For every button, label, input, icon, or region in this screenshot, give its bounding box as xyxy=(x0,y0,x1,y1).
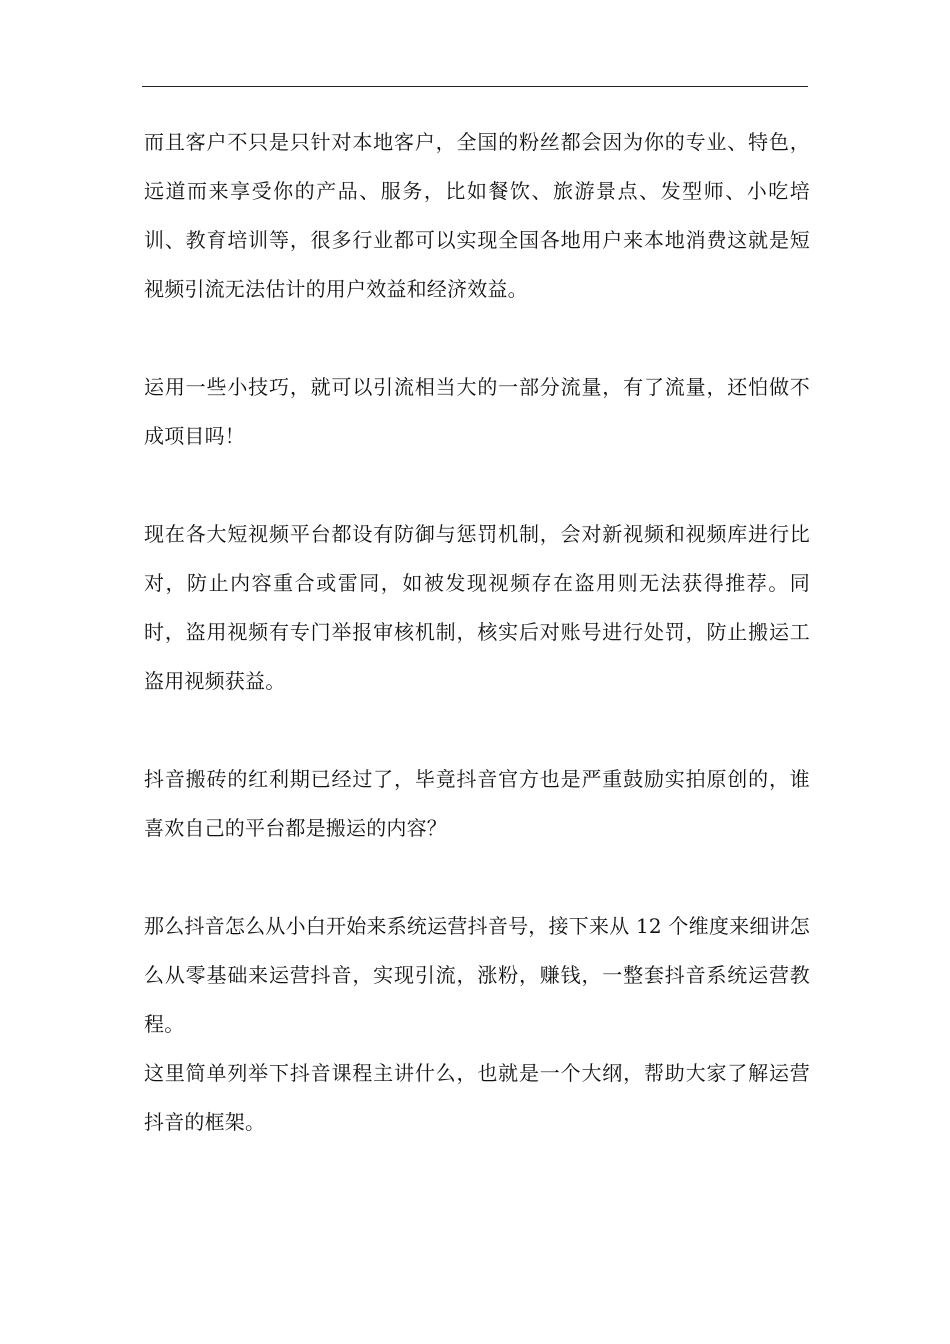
paragraph-3: 现在各大短视频平台都设有防御与惩罚机制，会对新视频和视频库进行比对，防止内容重合或雷同，如被发现视频存在盗用则无法获得推荐。同时，盗用视频有专门举报审核机制，核实后对账号进行处罚，防止搬运工盗用视频获益。 xyxy=(144,522,810,693)
paragraph-4: 抖音搬砖的红利期已经过了，毕竟抖音官方也是严重鼓励实拍原创的，谁喜欢自己的平台都是搬运的内容？ xyxy=(144,767,810,840)
paragraph-2: 运用一些小技巧，就可以引流相当大的一部分流量，有了流量，还怕做不成项目吗！ xyxy=(144,375,810,448)
paragraph-1: 而且客户不只是只针对本地客户，全国的粉丝都会因为你的专业、特色，远道而来享受你的产品、服务，比如餐饮、旅游景点、发型师、小吃培训、教育培训等，很多行业都可以实现全国各地用户来本地消费这就是短视频引流无法估计的用户效益和经济效益。 xyxy=(144,130,810,301)
paragraph-6: 这里简单列举下抖音课程主讲什么，也就是一个大纲，帮助大家了解运营抖音的框架。 xyxy=(144,1061,810,1134)
document-body xyxy=(144,118,810,1147)
header-rule xyxy=(142,86,808,87)
paragraph-5: 那么抖音怎么从小白开始来系统运营抖音号，接下来从 12 个维度来细讲怎么从零基础来运营抖音，实现引流，涨粉，赚钱，一整套抖音系统运营教程。 xyxy=(144,914,810,1036)
